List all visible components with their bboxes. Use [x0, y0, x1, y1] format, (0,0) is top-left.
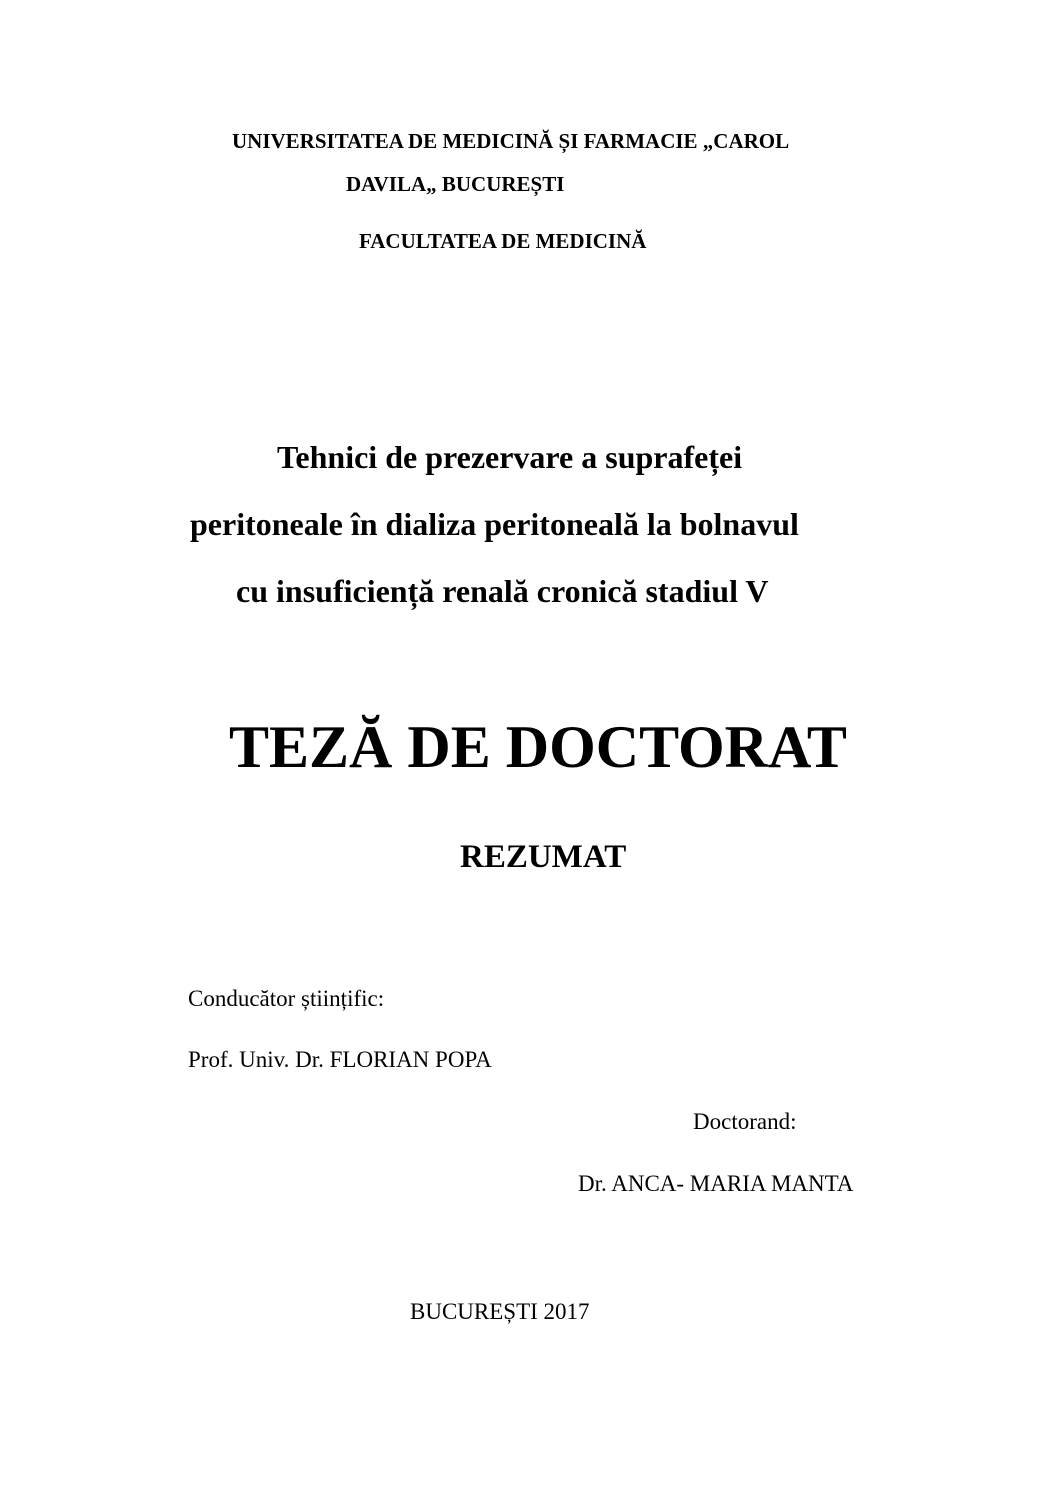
candidate-name: Dr. ANCA- MARIA MANTA [578, 1171, 854, 1196]
supervisor-name: Prof. Univ. Dr. FLORIAN POPA [188, 1047, 492, 1072]
place-and-year: BUCUREȘTI 2017 [410, 1299, 590, 1324]
candidate-label: Doctorand: [693, 1109, 797, 1134]
thesis-title-line1: Tehnici de prezervare a suprafeței [277, 439, 743, 475]
thesis-title-line3: cu insuficiență renală cronică stadiul V [236, 573, 769, 609]
summary-heading: REZUMAT [460, 839, 627, 875]
faculty-name: FACULTATEA DE MEDICINĂ [359, 229, 647, 253]
supervisor-label: Conducător științific: [188, 986, 385, 1011]
university-name-line1: UNIVERSITATEA DE MEDICINĂ ȘI FARMACIE „CAROL [232, 129, 790, 153]
thesis-type-heading: TEZĂ DE DOCTORAT [229, 714, 847, 780]
university-name-line2: DAVILA„ BUCUREȘTI [346, 172, 565, 196]
thesis-title-line2: peritoneale în dializa peritoneală la bolnavul [190, 506, 799, 542]
